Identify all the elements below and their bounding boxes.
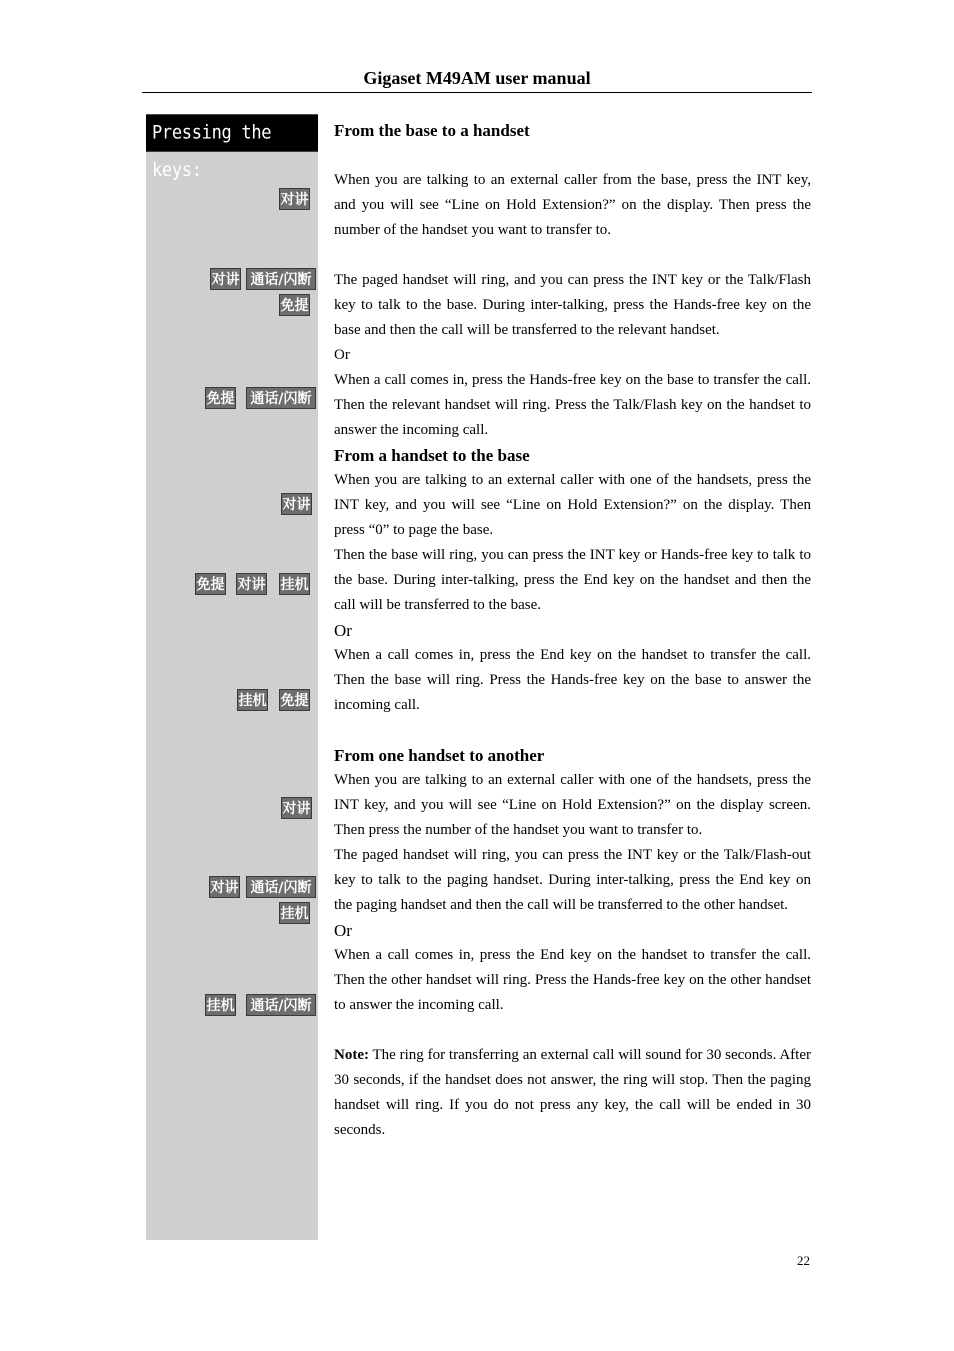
end-key-icon: 挂机 xyxy=(279,573,310,595)
end-key-icon: 挂机 xyxy=(205,994,236,1016)
or-separator: Or xyxy=(334,621,352,640)
paragraph: The paged handset will ring, and you can press the INT key or the Talk/Flash key to talk to the base. During inter-talking, press the Hands-free key on the base and then the call will be transferred to the relevant handset. xyxy=(334,272,811,338)
or-separator: Or xyxy=(334,921,352,940)
paragraph: When you are talking to an external caller with one of the handsets, press the INT key, and you will see “Line on Hold Extension?” on the display screen. Then press the number of the handset you want to transfer to. xyxy=(334,772,811,838)
intercom-key-icon: 对讲 xyxy=(281,493,312,515)
intercom-key-icon: 对讲 xyxy=(209,876,240,898)
talk-flash-key-icon: 通话/闪断 xyxy=(246,268,316,290)
page-header-title: Gigaset M49AM user manual xyxy=(363,68,591,88)
intercom-key-icon: 对讲 xyxy=(279,188,310,210)
talk-flash-key-icon: 通话/闪断 xyxy=(246,387,316,409)
paragraph: When a call comes in, press the End key on the handset to transfer the call. Then the base will ring. Press the Hands-free key on the base to answer the incoming call. xyxy=(334,647,811,713)
note-paragraph xyxy=(334,1043,811,1143)
talk-flash-key-icon: 通话/闪断 xyxy=(246,876,316,898)
handsfree-key-icon: 免提 xyxy=(279,689,310,711)
or-separator: Or xyxy=(334,347,350,363)
section-heading: From one handset to another xyxy=(334,746,545,765)
end-key-icon: 挂机 xyxy=(279,902,310,924)
page-number: 22 xyxy=(797,1253,810,1268)
section-heading: From a handset to the base xyxy=(334,446,530,465)
intercom-key-icon: 对讲 xyxy=(281,797,312,819)
handsfree-key-icon: 免提 xyxy=(205,387,236,409)
paragraph: When a call comes in, press the Hands-free key on the base to transfer the call. Then the relevant handset will ring. Press the Talk/Flash key on the handset to answer the incoming call. xyxy=(334,372,811,438)
intercom-key-icon: 对讲 xyxy=(236,573,267,595)
handsfree-key-icon: 免提 xyxy=(279,294,310,316)
paragraph: When you are talking to an external caller from the base, press the INT key, and you will see “Line on Hold Extension?” on the display. Then press the number of the handset you want to transfer to. xyxy=(334,172,811,238)
end-key-icon: 挂机 xyxy=(237,689,268,711)
paragraph: When you are talking to an external caller with one of the handsets, press the INT key, and you will see “Line on Hold Extension?” on the display. Then press “0” to page the base. xyxy=(334,472,811,538)
note-text: The ring for transferring an external call will sound for 30 seconds. After 30 seconds, if the handset does not answer, the ring will stop. Then the paging handset will ring. If you do not press any key, the call will be ended in 30 seconds. xyxy=(334,1047,811,1138)
note-label: Note: xyxy=(334,1047,369,1063)
section-heading: From the base to a handset xyxy=(334,121,530,140)
paragraph: When a call comes in, press the End key on the handset to transfer the call. Then the other handset will ring. Press the Hands-free key on the other handset to answer the incoming call. xyxy=(334,947,811,1013)
intercom-key-icon: 对讲 xyxy=(210,268,241,290)
main-content xyxy=(334,118,811,1143)
sidebar-title: Pressing the keys: xyxy=(146,114,318,151)
header-rule xyxy=(142,92,812,93)
paragraph: The paged handset will ring, you can press the INT key or the Talk/Flash-out key to talk to the paging handset. During inter-talking, press the End key on the paging handset and then the call will be transferred to the other handset. xyxy=(334,847,811,913)
talk-flash-key-icon: 通话/闪断 xyxy=(246,994,316,1016)
handsfree-key-icon: 免提 xyxy=(195,573,226,595)
paragraph: Then the base will ring, you can press the INT key or Hands-free key to talk to the base. During inter-talking, press the End key on the handset and then the call will be transferred to the base. xyxy=(334,547,811,613)
